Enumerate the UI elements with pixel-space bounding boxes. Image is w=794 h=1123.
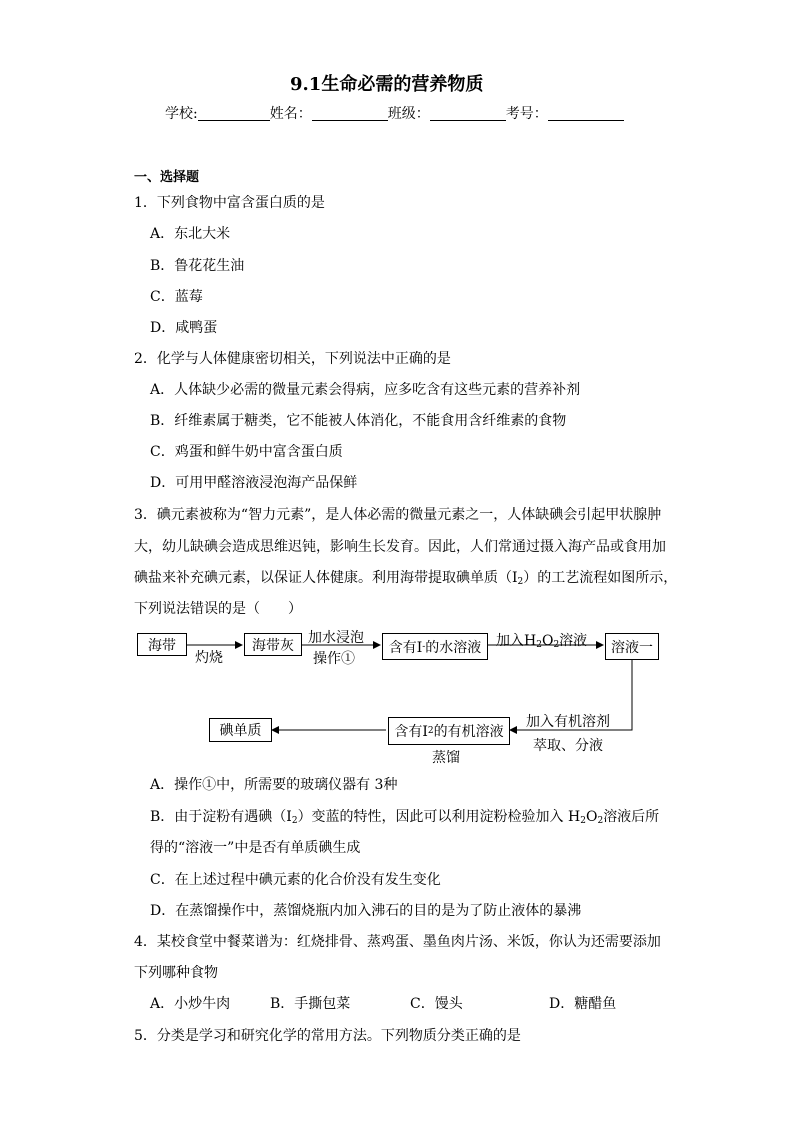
- school-label: 学校:: [165, 106, 198, 122]
- exam-no-label: 考号：: [505, 106, 548, 122]
- q3-stem-sub-2: 2: [517, 577, 524, 587]
- flow-box-rongye-yi: 溶液一: [605, 633, 659, 660]
- q2-option-d[interactable]: D．可用甲醛溶液浸泡海产品保鲜: [150, 475, 358, 491]
- flow-box-dian-danzhi: 碘单质: [209, 718, 272, 742]
- q3-option-c[interactable]: C．在上述过程中碘元素的化合价没有发生变化: [150, 872, 441, 888]
- q3-option-b-line-2: 得的“溶液一”中是否有单质碘生成: [150, 840, 361, 856]
- q4-option-a[interactable]: A．小炒牛肉: [150, 996, 231, 1012]
- q2-stem: 2．化学与人体健康密切相关，下列说法中正确的是: [134, 351, 451, 367]
- q5-stem: 5．分类是学习和研究化学的常用方法。下列物质分类正确的是: [134, 1028, 521, 1044]
- q4-stem-line-1: 4．某校食堂中餐菜谱为：红烧排骨、蒸鸡蛋、墨鱼肉片汤、米饭，你认为还需要添加: [134, 934, 661, 950]
- q1-stem: 1．下列食物中富含蛋白质的是: [134, 195, 325, 211]
- flow-box-youji-rongye: 含有I 2 的有机溶液: [388, 717, 510, 745]
- q3-stem-line-1: 3．碘元素被称为“智力元素”，是人体必需的微量元素之一，人体缺碘会引起甲状腺肿: [134, 507, 662, 523]
- flow-label-zhengliu: 蒸馏: [432, 750, 460, 766]
- q1-option-b[interactable]: B．鲁花花生油: [150, 258, 245, 274]
- section-heading: 一、选择题: [134, 170, 200, 185]
- q2-option-c[interactable]: C．鸡蛋和鲜牛奶中富含蛋白质: [150, 444, 343, 460]
- flow-label-h2o2: 加入$H_2O_2$溶液: [496, 633, 588, 650]
- flow-label-caozuo: 操作①: [313, 651, 355, 667]
- flow-label-zhuoshao: 灼烧: [195, 650, 223, 666]
- q1-option-d[interactable]: D．咸鸭蛋: [150, 320, 218, 336]
- flow-box-haidai: 海带: [137, 633, 187, 656]
- q3-stem-line-3a: 碘盐来补充碘元素，以保证人体健康。利用海带提取碘单质（I: [134, 570, 518, 586]
- q2-option-a[interactable]: A．人体缺少必需的微量元素会得病，应多吃含有这些元素的营养补剂: [150, 382, 581, 398]
- q4-stem-line-2: 下列哪种食物: [134, 965, 218, 981]
- flow-label-jiashui: 加水浸泡: [308, 630, 364, 646]
- class-label: 班级：: [387, 106, 430, 122]
- flow-label-cuiqu: 萃取、分液: [533, 738, 603, 754]
- q3-stem-line-2: 大，幼儿缺碘会造成思维迟钝，影响生长发育。因此，人们常通过摄入海产品或食用加: [134, 539, 666, 555]
- q4-option-b[interactable]: B．手撕包菜: [270, 996, 351, 1012]
- flow-box-hanyou-i-minus: 含有I - 的水溶液: [382, 633, 488, 660]
- q1-option-c[interactable]: C．蓝莓: [150, 289, 203, 305]
- q3-option-b[interactable]: B．由于淀粉有遇碘$(I_2)$变蓝的特性，因此可以利用淀粉检验加入 $H_2O_2$溶液后所: [150, 809, 660, 826]
- q2-option-b[interactable]: B．纤维素属于糖类，它不能被人体消化，不能食用含纤维素的食物: [150, 413, 567, 429]
- flow-box-haidaihui: 海带灰: [244, 633, 302, 656]
- name-label: 姓名：: [269, 106, 312, 122]
- q4-option-c[interactable]: C．馒头: [410, 996, 463, 1012]
- q3-option-a[interactable]: A．操作①中，所需要的玻璃仪器有 3种: [150, 777, 398, 793]
- page-title: 9.1生命必需的营养物质: [290, 74, 484, 95]
- q1-option-a[interactable]: A．东北大米: [150, 226, 231, 242]
- q4-option-d[interactable]: D．糖醋鱼: [549, 996, 617, 1012]
- q3-option-d[interactable]: D．在蒸馏操作中，蒸馏烧瓶内加入沸石的目的是为了防止液体的暴沸: [150, 903, 582, 919]
- flow-label-youji: 加入有机溶剂: [526, 714, 610, 730]
- q3-stem-line-4: 下列说法错误的是（ ）: [134, 601, 302, 617]
- q3-stem-line-3b: ）的工艺流程如图所示，: [523, 570, 678, 586]
